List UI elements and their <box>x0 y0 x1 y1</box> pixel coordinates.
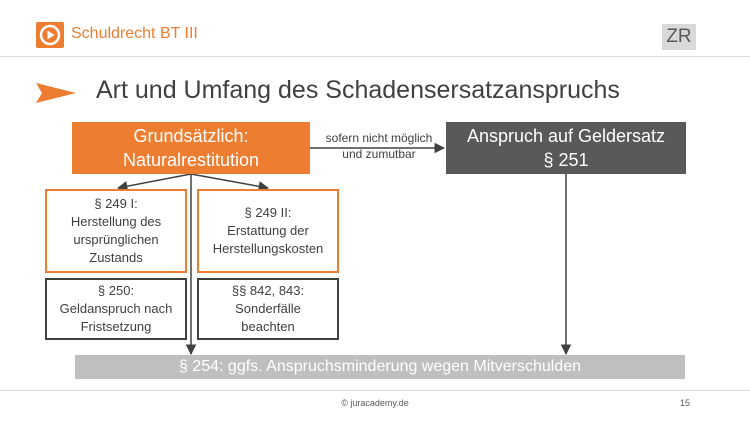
slide-title: Art und Umfang des Schadensersatzanspruchs <box>96 76 620 104</box>
geldersatz-line1: Anspruch auf Geldersatz <box>466 126 666 146</box>
box-250 <box>45 278 187 340</box>
footer-copyright: © juracademy.de <box>341 398 409 408</box>
box-249-1 <box>45 189 187 273</box>
zr-badge: ZR <box>662 24 696 50</box>
box-249-2 <box>197 189 339 273</box>
course-title: Schuldrecht BT III <box>71 25 198 42</box>
natural-line1: Grundsätzlich: <box>133 126 249 146</box>
box-842-line3: beachten <box>241 319 295 334</box>
box-250-line2: Geldanspruch nach <box>59 301 173 316</box>
arrow-natural-to-2491 <box>118 174 191 188</box>
box-250-line1: § 250: <box>97 283 135 298</box>
box-249-2-line2: Erstattung der <box>227 223 309 238</box>
page-number: 15 <box>679 398 690 408</box>
box-842-line1: §§ 842, 843: <box>231 283 305 298</box>
box-250-line3: Fristsetzung <box>80 319 152 334</box>
box-842-line2: Sonderfälle <box>235 301 301 316</box>
geldersatz-line2: § 251 <box>543 150 589 170</box>
geldersatz-box <box>446 122 686 174</box>
box-249-2-line3: Herstellungskosten <box>212 241 324 256</box>
naturalrestitution-box <box>72 122 310 174</box>
box-249-1-line2: Herstellung des <box>70 214 162 229</box>
box-249-1-line4: Zustands <box>89 250 143 265</box>
arrow-natural-to-24911 <box>191 174 268 188</box>
condition-line2: und zumutbar <box>342 147 416 161</box>
condition-label <box>312 130 446 162</box>
box-842-843 <box>197 278 339 340</box>
natural-line2: Naturalrestitution <box>122 150 260 170</box>
condition-line1: sofern nicht möglich <box>325 131 433 145</box>
box-249-1-line3: ursprünglichen <box>73 232 159 247</box>
box-249-1-line1: § 249 I: <box>94 196 138 211</box>
box-249-2-line1: § 249 II: <box>244 205 292 220</box>
mitverschulden-bar: § 254: ggfs. Anspruchsminderung wegen Mitverschulden <box>75 355 685 379</box>
footer-divider <box>0 390 750 391</box>
